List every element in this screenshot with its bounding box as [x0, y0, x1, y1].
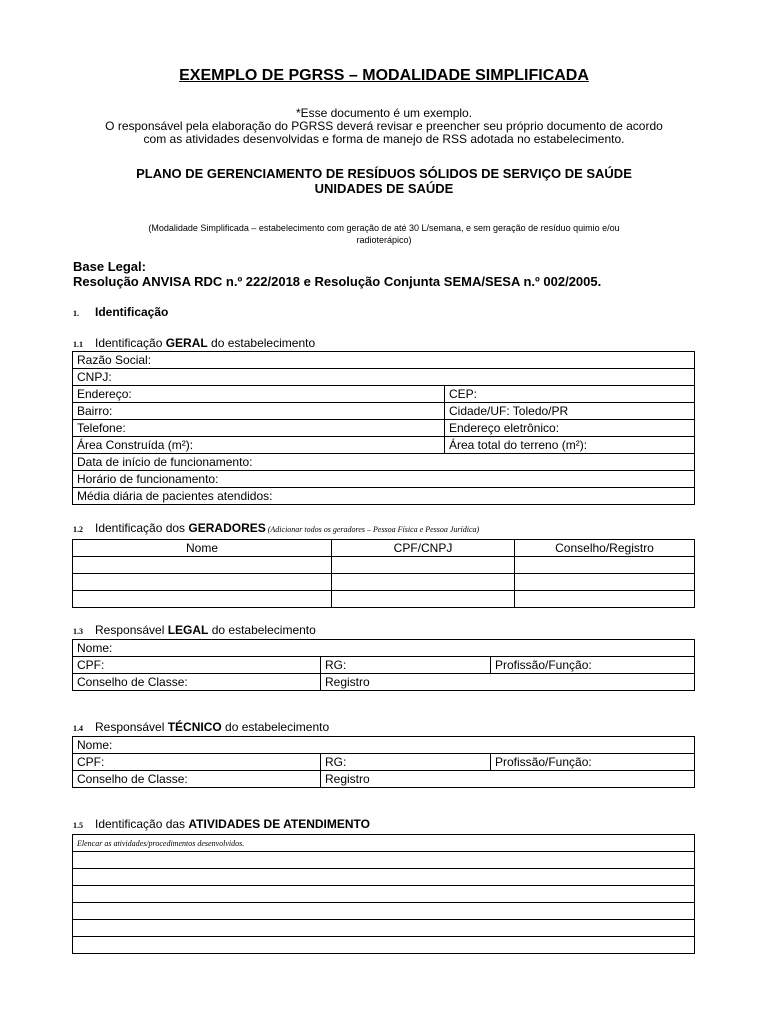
table-row — [73, 471, 695, 488]
column-header-cpf-cnpj: CPF/CNPJ — [332, 540, 515, 557]
general-identification-table — [72, 351, 695, 505]
intro-line-3: com as atividades desenvolvidas e forma de manejo de RSS adotada no estabelecimento. — [143, 132, 625, 146]
conselho-classe-field[interactable]: Conselho de Classe: — [73, 771, 321, 788]
cpf-field[interactable]: CPF: — [73, 657, 321, 674]
endereco-field[interactable]: Endereço: — [73, 386, 445, 403]
nome-field[interactable]: Nome: — [73, 737, 695, 754]
modality-line-2: radioterápico) — [356, 235, 412, 245]
plan-heading — [60, 166, 708, 196]
rg-field[interactable]: RG: — [321, 754, 491, 771]
section-title-emphasis: TÉCNICO — [167, 720, 222, 734]
table-row — [73, 591, 695, 608]
section-title-prefix: Identificação — [95, 336, 166, 350]
legal-basis-text: Resolução ANVISA RDC n.º 222/2018 e Resolução Conjunta SEMA/SESA n.º 002/2005. — [73, 274, 602, 289]
email-field[interactable]: Endereço eletrônico: — [445, 420, 695, 437]
activity-cell[interactable] — [73, 903, 695, 920]
table-row — [73, 488, 695, 505]
table-row — [73, 835, 695, 852]
section-title-emphasis: GERAL — [165, 336, 208, 350]
modality-line-1: (Modalidade Simplificada – estabelecimento com geração de até 30 L/semana, e sem geração de resíduo quimio e/ou — [148, 223, 620, 233]
section-title-suffix: do estabelecimento — [208, 623, 316, 637]
section-number: 1.3 — [73, 627, 83, 636]
area-total-field[interactable]: Área total do terreno (m²): — [445, 437, 695, 454]
table-row — [73, 657, 695, 674]
table-row — [73, 903, 695, 920]
nome-cell[interactable] — [73, 574, 332, 591]
table-row — [73, 386, 695, 403]
legal-basis-heading: Base Legal: — [73, 259, 146, 274]
data-inicio-field[interactable]: Data de início de funcionamento: — [73, 454, 695, 471]
razao-social-field[interactable]: Razão Social: — [73, 352, 695, 369]
table-row — [73, 754, 695, 771]
table-header-row — [73, 540, 695, 557]
legal-basis — [73, 259, 601, 289]
table-row — [73, 886, 695, 903]
legal-responsible-table — [72, 639, 695, 691]
section-number: 1.5 — [73, 821, 83, 830]
section-title-prefix: Responsável — [95, 623, 168, 637]
area-construida-field[interactable]: Área Construída (m²): — [73, 437, 445, 454]
table-row — [73, 574, 695, 591]
rg-field[interactable]: RG: — [321, 657, 491, 674]
section-1-heading — [73, 305, 168, 319]
profissao-field[interactable]: Profissão/Função: — [491, 657, 695, 674]
table-row — [73, 369, 695, 386]
section-title-prefix: Responsável — [95, 720, 168, 734]
table-row — [73, 352, 695, 369]
activities-instruction[interactable]: Elencar as atividades/procedimentos desenvolvidos. — [73, 835, 695, 852]
modality-note — [90, 222, 678, 246]
section-number: 1. — [73, 309, 79, 318]
section-title-emphasis: LEGAL — [167, 623, 209, 637]
cpf-field[interactable]: CPF: — [73, 754, 321, 771]
activity-cell[interactable] — [73, 852, 695, 869]
section-title-suffix: do estabelecimento — [221, 720, 330, 734]
section-title: Identificação — [95, 305, 169, 319]
activity-cell[interactable] — [73, 937, 695, 954]
generators-table — [72, 539, 695, 608]
table-row — [73, 557, 695, 574]
document-title: EXEMPLO DE PGRSS – MODALIDADE SIMPLIFICADA — [179, 67, 589, 84]
table-row — [73, 737, 695, 754]
section-title-prefix: Identificação das — [95, 817, 189, 831]
profissao-field[interactable]: Profissão/Função: — [491, 754, 695, 771]
intro-line-1: *Esse documento é um exemplo. — [295, 106, 473, 120]
table-row — [73, 852, 695, 869]
cpf-cnpj-cell[interactable] — [332, 557, 515, 574]
column-header-nome: Nome — [73, 540, 332, 557]
activities-table — [72, 834, 695, 954]
section-1-5-heading — [73, 817, 370, 831]
registro-field[interactable]: Registro — [321, 771, 695, 788]
conselho-cell[interactable] — [515, 557, 695, 574]
section-1-3-heading — [73, 623, 316, 637]
nome-cell[interactable] — [73, 557, 332, 574]
section-title-prefix: Identificação dos — [95, 521, 189, 535]
table-row — [73, 937, 695, 954]
section-number: 1.2 — [73, 525, 83, 534]
section-title-suffix: do estabelecimento — [207, 336, 316, 350]
table-row — [73, 771, 695, 788]
table-row — [73, 869, 695, 886]
bairro-field[interactable]: Bairro: — [73, 403, 445, 420]
table-row — [73, 920, 695, 937]
column-header-conselho: Conselho/Registro — [515, 540, 695, 557]
table-row — [73, 437, 695, 454]
table-row — [73, 674, 695, 691]
telefone-field[interactable]: Telefone: — [73, 420, 445, 437]
table-row — [73, 640, 695, 657]
table-row — [73, 403, 695, 420]
conselho-classe-field[interactable]: Conselho de Classe: — [73, 674, 321, 691]
activity-cell[interactable] — [73, 920, 695, 937]
technical-responsible-table — [72, 736, 695, 788]
cep-field[interactable]: CEP: — [445, 386, 695, 403]
intro-note — [60, 107, 708, 146]
section-title-emphasis: ATIVIDADES DE ATENDIMENTO — [188, 817, 370, 831]
cpf-cnpj-cell[interactable] — [332, 574, 515, 591]
section-note: (Adicionar todos os geradores – Pessoa Física e Pessoa Jurídica) — [265, 525, 480, 534]
plan-heading-line-1: PLANO DE GERENCIAMENTO DE RESÍDUOS SÓLIDOS DE SERVIÇO DE SAÚDE — [136, 166, 632, 181]
table-row — [73, 420, 695, 437]
section-number: 1.1 — [73, 340, 83, 349]
media-pacientes-field[interactable]: Média diária de pacientes atendidos: — [73, 488, 695, 505]
section-1-1-heading — [73, 336, 315, 350]
intro-line-2: O responsável pela elaboração do PGRSS deverá revisar e preencher seu próprio documento de acordo — [105, 119, 663, 133]
cpf-cnpj-cell[interactable] — [332, 591, 515, 608]
conselho-cell[interactable] — [515, 574, 695, 591]
nome-field[interactable]: Nome: — [73, 640, 695, 657]
cidade-field[interactable]: Cidade/UF: Toledo/PR — [445, 403, 695, 420]
horario-field[interactable]: Horário de funcionamento: — [73, 471, 695, 488]
section-1-2-heading — [73, 521, 479, 535]
conselho-cell[interactable] — [515, 591, 695, 608]
nome-cell[interactable] — [73, 591, 332, 608]
activity-cell[interactable] — [73, 869, 695, 886]
activity-cell[interactable] — [73, 886, 695, 903]
table-row — [73, 454, 695, 471]
plan-heading-line-2: UNIDADES DE SAÚDE — [314, 181, 454, 196]
section-number: 1.4 — [73, 724, 83, 733]
section-title-emphasis: GERADORES — [188, 521, 266, 535]
section-1-4-heading — [73, 720, 329, 734]
cnpj-field[interactable]: CNPJ: — [73, 369, 695, 386]
registro-field[interactable]: Registro — [321, 674, 695, 691]
